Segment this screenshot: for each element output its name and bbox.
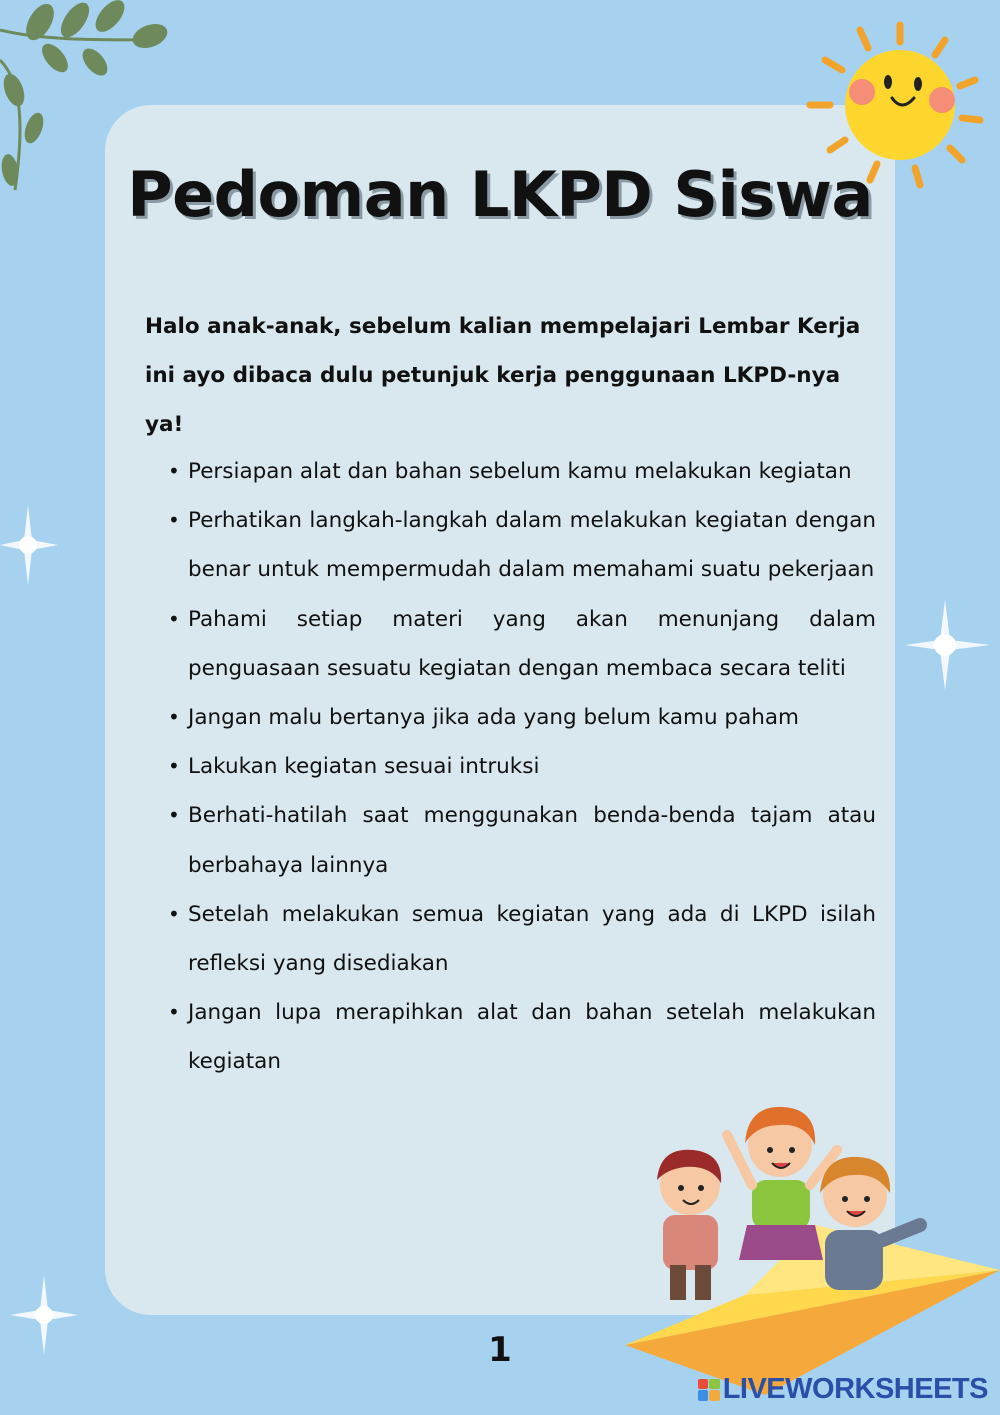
list-item: • Jangan malu bertanya jika ada yang belum kamu paham bbox=[188, 693, 876, 742]
list-item: • Pahami setiap materi yang akan menunjang dalam penguasaan sesuatu kegiatan dengan membaca secara teliti bbox=[188, 595, 876, 693]
brand-name: LIVEWORKSHEETS bbox=[722, 1373, 988, 1405]
list-item: • Setelah melakukan semua kegiatan yang ada di LKPD isilah refleksi yang disediakan bbox=[188, 890, 876, 988]
intro-text: Halo anak-anak, sebelum kalian mempelajari Lembar Kerja ini ayo dibaca dulu petunjuk kerja penggunaan LKPD-nya ya! bbox=[145, 314, 861, 437]
list-item: • Berhati-hatilah saat menggunakan benda-benda tajam atau berbahaya lainnya bbox=[188, 791, 876, 889]
liveworksheets-brand bbox=[698, 1373, 988, 1406]
sparkle-icon bbox=[0, 500, 60, 590]
sparkle-icon bbox=[905, 595, 995, 695]
list-item: • Persiapan alat dan bahan sebelum kamu melakukan kegiatan bbox=[188, 447, 876, 496]
page-title: Pedoman LKPD Siswa bbox=[127, 158, 873, 231]
page-number: 1 bbox=[488, 1330, 512, 1370]
list-item: • Perhatikan langkah-langkah dalam melakukan kegiatan dengan benar untuk mempermudah dalam memahami suatu pekerjaan bbox=[188, 496, 876, 594]
guideline-list bbox=[188, 447, 876, 1087]
liveworksheets-logo-icon bbox=[698, 1379, 720, 1401]
list-item: • Jangan lupa merapihkan alat dan bahan setelah melakukan kegiatan bbox=[188, 988, 876, 1086]
list-item: • Lakukan kegiatan sesuai intruksi bbox=[188, 742, 876, 791]
